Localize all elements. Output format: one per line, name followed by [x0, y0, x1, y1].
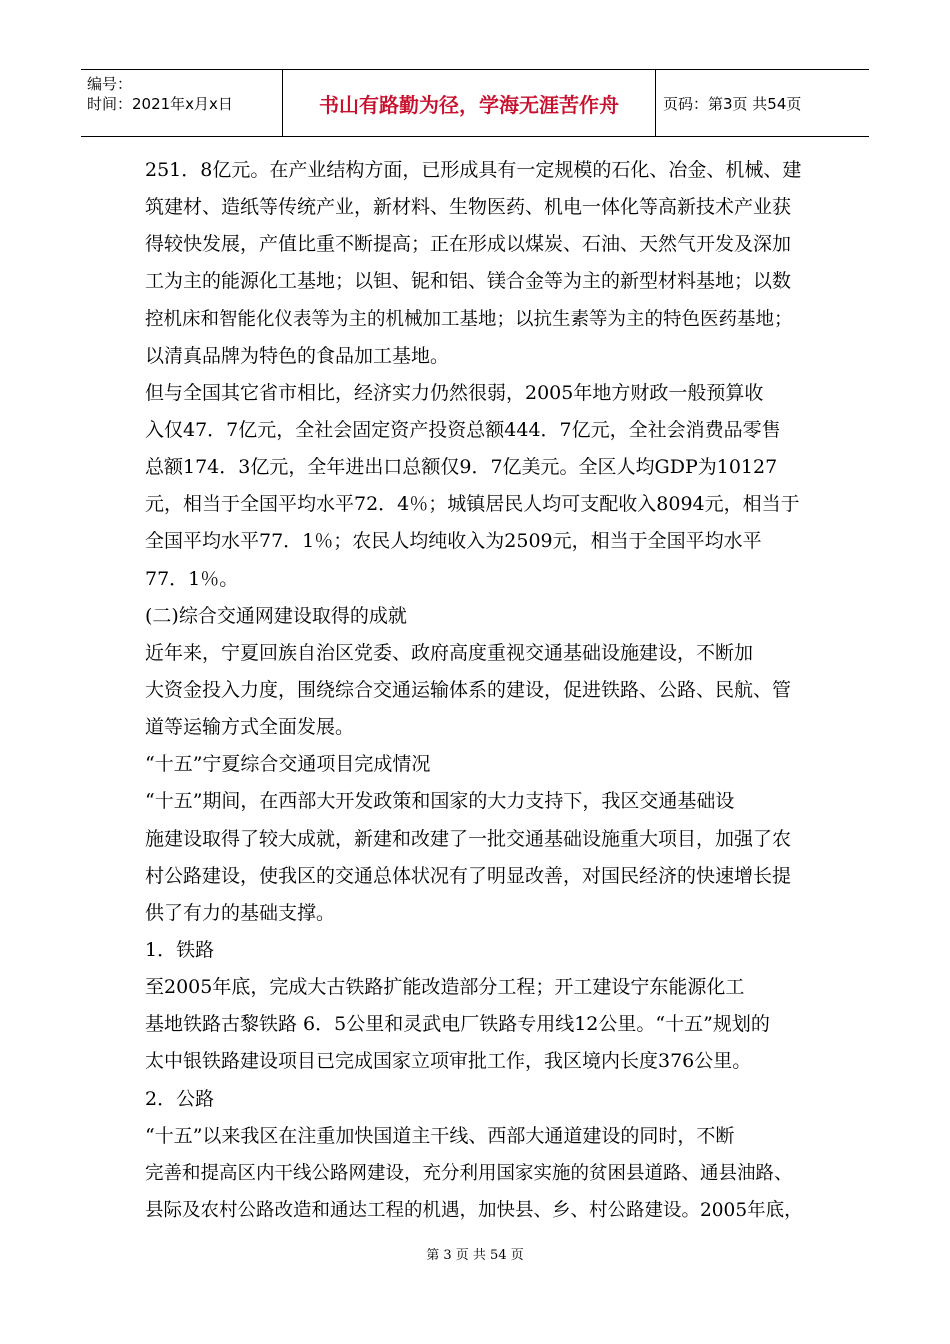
page-header	[81, 69, 869, 137]
text-line: 施建设取得了较大成就，新建和改建了一批交通基础设施重大项目，加强了农	[145, 827, 792, 850]
header-left-cell	[81, 70, 283, 136]
text-line: 1．铁路	[145, 938, 215, 961]
text-line: 基地铁路古黎铁路 6．5公里和灵武电厂铁路专用线12公里。“十五”规划的	[145, 1013, 770, 1036]
text-line: 得较快发展，产值比重不断提高；正在形成以煤炭、石油、天然气开发及深加	[145, 233, 792, 256]
text-line: 供了有力的基础支撑。	[145, 901, 336, 924]
text-line: 入仅47．7亿元，全社会固定资产投资总额444．7亿元，全社会消费品零售	[145, 418, 781, 441]
text-line: 控机床和智能化仪表等为主的机械加工基地；以抗生素等为主的特色医药基地；	[145, 308, 793, 330]
text-line: 总额174．3亿元，全年进出口总额仅9．7亿美元。全区人均GDP为10127	[145, 456, 778, 479]
text-line: 251．8亿元。在产业结构方面，已形成具有一定规模的石化、冶金、机械、建	[145, 159, 802, 181]
text-line: 77．1％。	[145, 567, 239, 590]
text-line: 近年来，宁夏回族自治区党委、政府高度重视交通基础设施建设，不断加	[145, 641, 754, 664]
text-line: 以清真品牌为特色的食品加工基地。	[145, 344, 450, 367]
text-line: “十五”宁夏综合交通项目完成情况	[145, 753, 431, 776]
body-text	[145, 152, 809, 1229]
text-line: 2．公路	[145, 1087, 215, 1110]
text-line: 工为主的能源化工基地；以钽、铌和铝、镁合金等为主的新型材料基地；以数	[145, 270, 792, 293]
time-label: 时间：2021年x月x日	[87, 95, 233, 113]
text-line: 元，相当于全国平均水平72．4％；城镇居民人均可支配收入8094元，相当于	[145, 493, 800, 516]
text-line: 太中银铁路建设项目已完成国家立项审批工作，我区境内长度376公里。	[145, 1050, 752, 1073]
page-info: 页码：第3页 共54页	[663, 94, 802, 113]
text-line: 县际及农村公路改造和通达工程的机遇，加快县、乡、村公路建设。2005年底，	[145, 1199, 803, 1221]
text-line: “十五”期间，在西部大开发政策和国家的大力支持下，我区交通基础设	[145, 790, 735, 813]
page-footer: 第 3 页 共 54 页	[426, 1248, 524, 1263]
text-line: 至2005年底，完成大古铁路扩能改造部分工程；开工建设宁东能源化工	[145, 976, 745, 999]
text-line: 全国平均水平77．1％；农民人均纯收入为2509元，相当于全国平均水平	[145, 530, 762, 553]
motto: 书山有路勤为径，学海无涯苦作舟	[283, 70, 656, 136]
text-line: “十五”以来我区在注重加快国道主干线、西部大通道建设的同时，不断	[145, 1124, 735, 1147]
text-line: 大资金投入力度，围绕综合交通运输体系的建设，促进铁路、公路、民航、管	[145, 678, 792, 701]
text-line: 道等运输方式全面发展。	[145, 716, 355, 739]
text-line: 村公路建设，使我区的交通总体状况有了明显改善，对国民经济的快速增长提	[145, 864, 792, 887]
number-label: 编号：	[87, 75, 133, 93]
text-line: 筑建材、造纸等传统产业，新材料、生物医药、机电一体化等高新技术产业获	[145, 196, 792, 219]
text-line: (二)综合交通网建设取得的成就	[145, 604, 407, 627]
text-line: 完善和提高区内干线公路网建设，充分利用国家实施的贫困县道路、通县油路、	[145, 1162, 793, 1184]
text-line: 但与全国其它省市相比，经济实力仍然很弱，2005年地方财政一般预算收	[145, 381, 764, 404]
